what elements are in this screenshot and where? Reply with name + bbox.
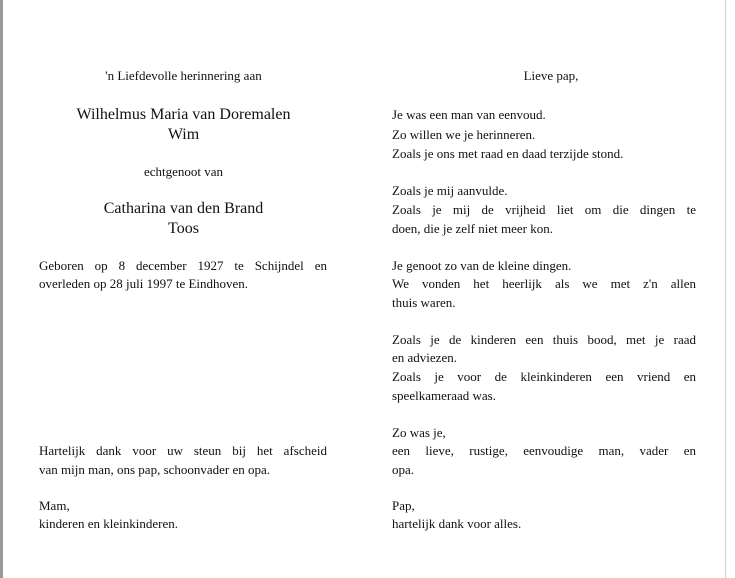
relation-text: echtgenoot van <box>143 164 224 179</box>
thanks-line-1: Hartelijk dank voor uw steun bij het afscheid <box>39 443 327 458</box>
greeting-text: Lieve pap, <box>523 68 579 83</box>
poem-line: Zoals je mij de vrijheid liet om die dingen te <box>392 202 696 217</box>
poem-line: Je was een man van eenvoud. <box>392 107 546 122</box>
left-card-page <box>0 0 367 578</box>
poem-line: Pap, <box>392 498 415 513</box>
poem-line: thuis waren. <box>392 295 456 310</box>
poem-line: hartelijk dank voor alles. <box>392 516 522 531</box>
poem-line: Zoals je ons met raad en daad terzijde stond. <box>392 146 624 161</box>
poem-line: en adviezen. <box>392 350 457 365</box>
poem-line: doen, die je zelf niet meer kon. <box>392 221 553 236</box>
spouse-nickname: Toos <box>168 220 199 237</box>
poem-line: Zoals je voor de kleinkinderen een vriend en <box>392 369 696 384</box>
right-card-page <box>367 0 735 578</box>
poem-line: Zoals je mij aanvulde. <box>392 183 508 198</box>
poem-line: een lieve, rustige, eenvoudige man, vader en <box>392 443 696 458</box>
poem-line: We vonden het heerlijk als we met z'n allen <box>392 276 696 291</box>
deceased-nickname: Wim <box>167 126 200 143</box>
thanks-line-2: van mijn man, ons pap, schoonvader en opa. <box>39 462 271 477</box>
spouse-name: Catharina van den Brand <box>103 200 264 217</box>
poem-line: opa. <box>392 462 415 477</box>
intro-text: 'n Liefdevolle herinnering aan <box>105 68 262 83</box>
deceased-name: Wilhelmus Maria van Doremalen <box>76 106 291 123</box>
birth-death-line-1: Geboren op 8 december 1927 te Schijndel en <box>39 258 327 273</box>
birth-death-line-2: overleden op 28 juli 1997 te Eindhoven. <box>39 276 249 291</box>
poem-line: Je genoot zo van de kleine dingen. <box>392 258 572 273</box>
poem-line: Zo was je, <box>392 425 446 440</box>
poem-line: Zo willen we je herinneren. <box>392 127 536 142</box>
poem-line: Zoals je de kinderen een thuis bood, met je raad <box>392 332 696 347</box>
signature-line-1: Mam, <box>39 498 70 513</box>
signature-line-2: kinderen en kleinkinderen. <box>39 516 178 531</box>
poem-line: speelkameraad was. <box>392 388 496 403</box>
